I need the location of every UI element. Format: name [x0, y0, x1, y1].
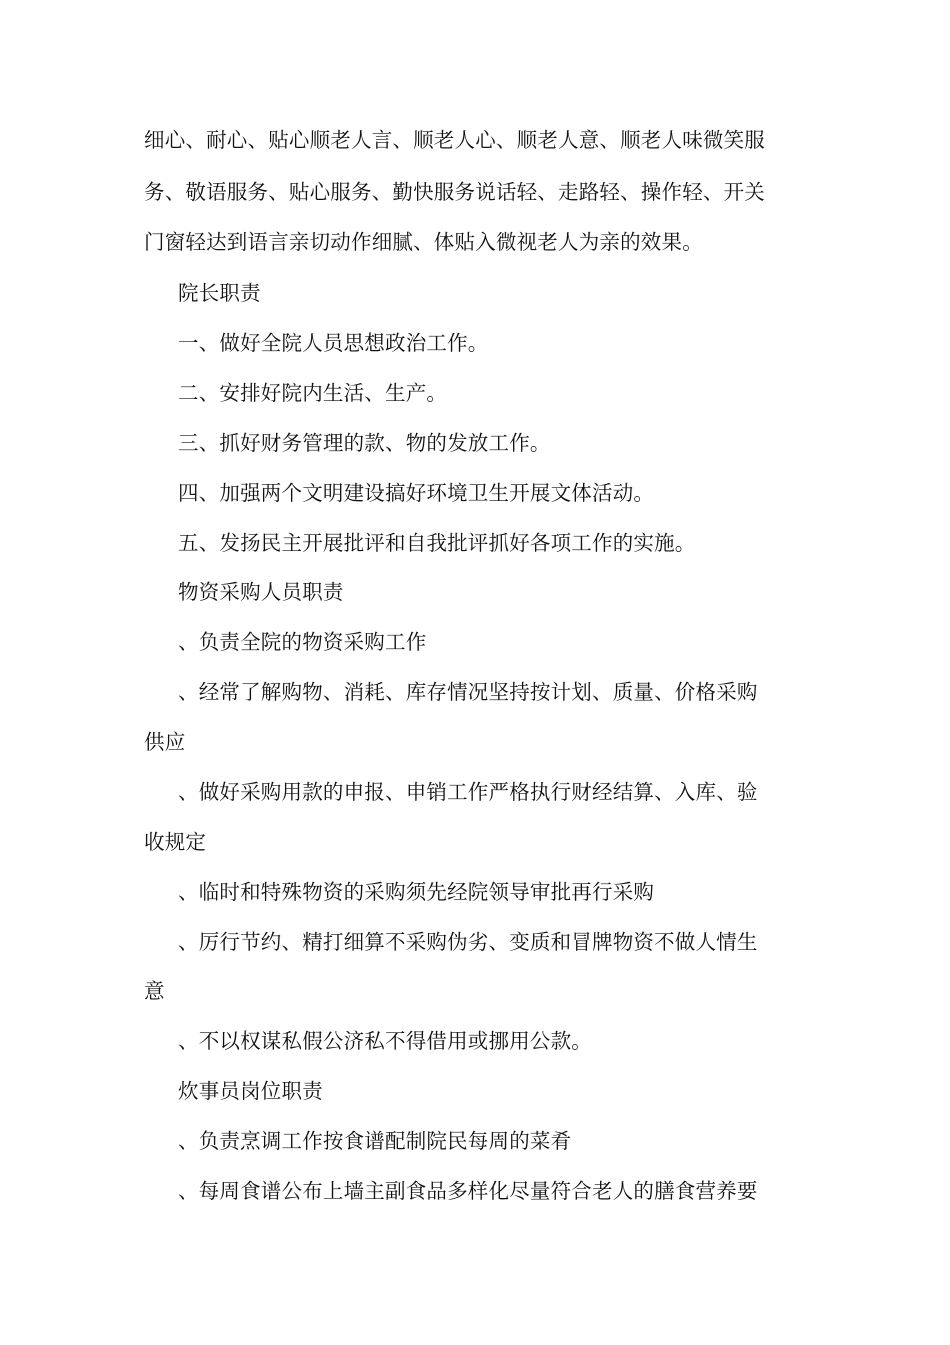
- text-line: 收规定: [144, 830, 207, 854]
- text-line: 、厉行节约、精打细算不采购伪劣、变质和冒牌物资不做人情生: [178, 930, 758, 954]
- text-line: 四、加强两个文明建设搞好环境卫生开展文体活动。: [178, 481, 655, 505]
- section-heading: 物资采购人员职责: [178, 580, 344, 604]
- text-line: 三、抓好财务管理的款、物的发放工作。: [178, 431, 551, 455]
- text-line: 务、敬语服务、贴心服务、勤快服务说话轻、走路轻、操作轻、开关: [144, 180, 765, 204]
- text-line: 供应: [144, 730, 186, 754]
- text-line: 五、发扬民主开展批评和自我批评抓好各项工作的实施。: [178, 531, 696, 555]
- text-line: 、负责烹调工作按食谱配制院民每周的菜肴: [178, 1129, 572, 1153]
- text-line: 意: [144, 979, 165, 1003]
- text-line: 细心、耐心、贴心顺老人言、顺老人心、顺老人意、顺老人味微笑服: [144, 128, 765, 152]
- text-line: 二、安排好院内生活、生产。: [178, 381, 448, 405]
- text-line: 门窗轻达到语言亲切动作细腻、体贴入微视老人为亲的效果。: [144, 230, 703, 254]
- text-line: 、负责全院的物资采购工作: [178, 630, 427, 654]
- text-line: 、每周食谱公布上墙主副食品多样化尽量符合老人的膳食营养要: [178, 1179, 758, 1203]
- section-heading: 炊事员岗位职责: [178, 1079, 323, 1103]
- section-heading: 院长职责: [178, 281, 261, 305]
- text-line: 、不以权谋私假公济私不得借用或挪用公款。: [178, 1029, 592, 1053]
- text-line: 一、做好全院人员思想政治工作。: [178, 331, 489, 355]
- text-line: 、临时和特殊物资的采购须先经院领导审批再行采购: [178, 880, 655, 904]
- text-line: 、经常了解购物、消耗、库存情况坚持按计划、质量、价格采购: [178, 680, 758, 704]
- text-line: 、做好采购用款的申报、申销工作严格执行财经结算、入库、验: [178, 780, 758, 804]
